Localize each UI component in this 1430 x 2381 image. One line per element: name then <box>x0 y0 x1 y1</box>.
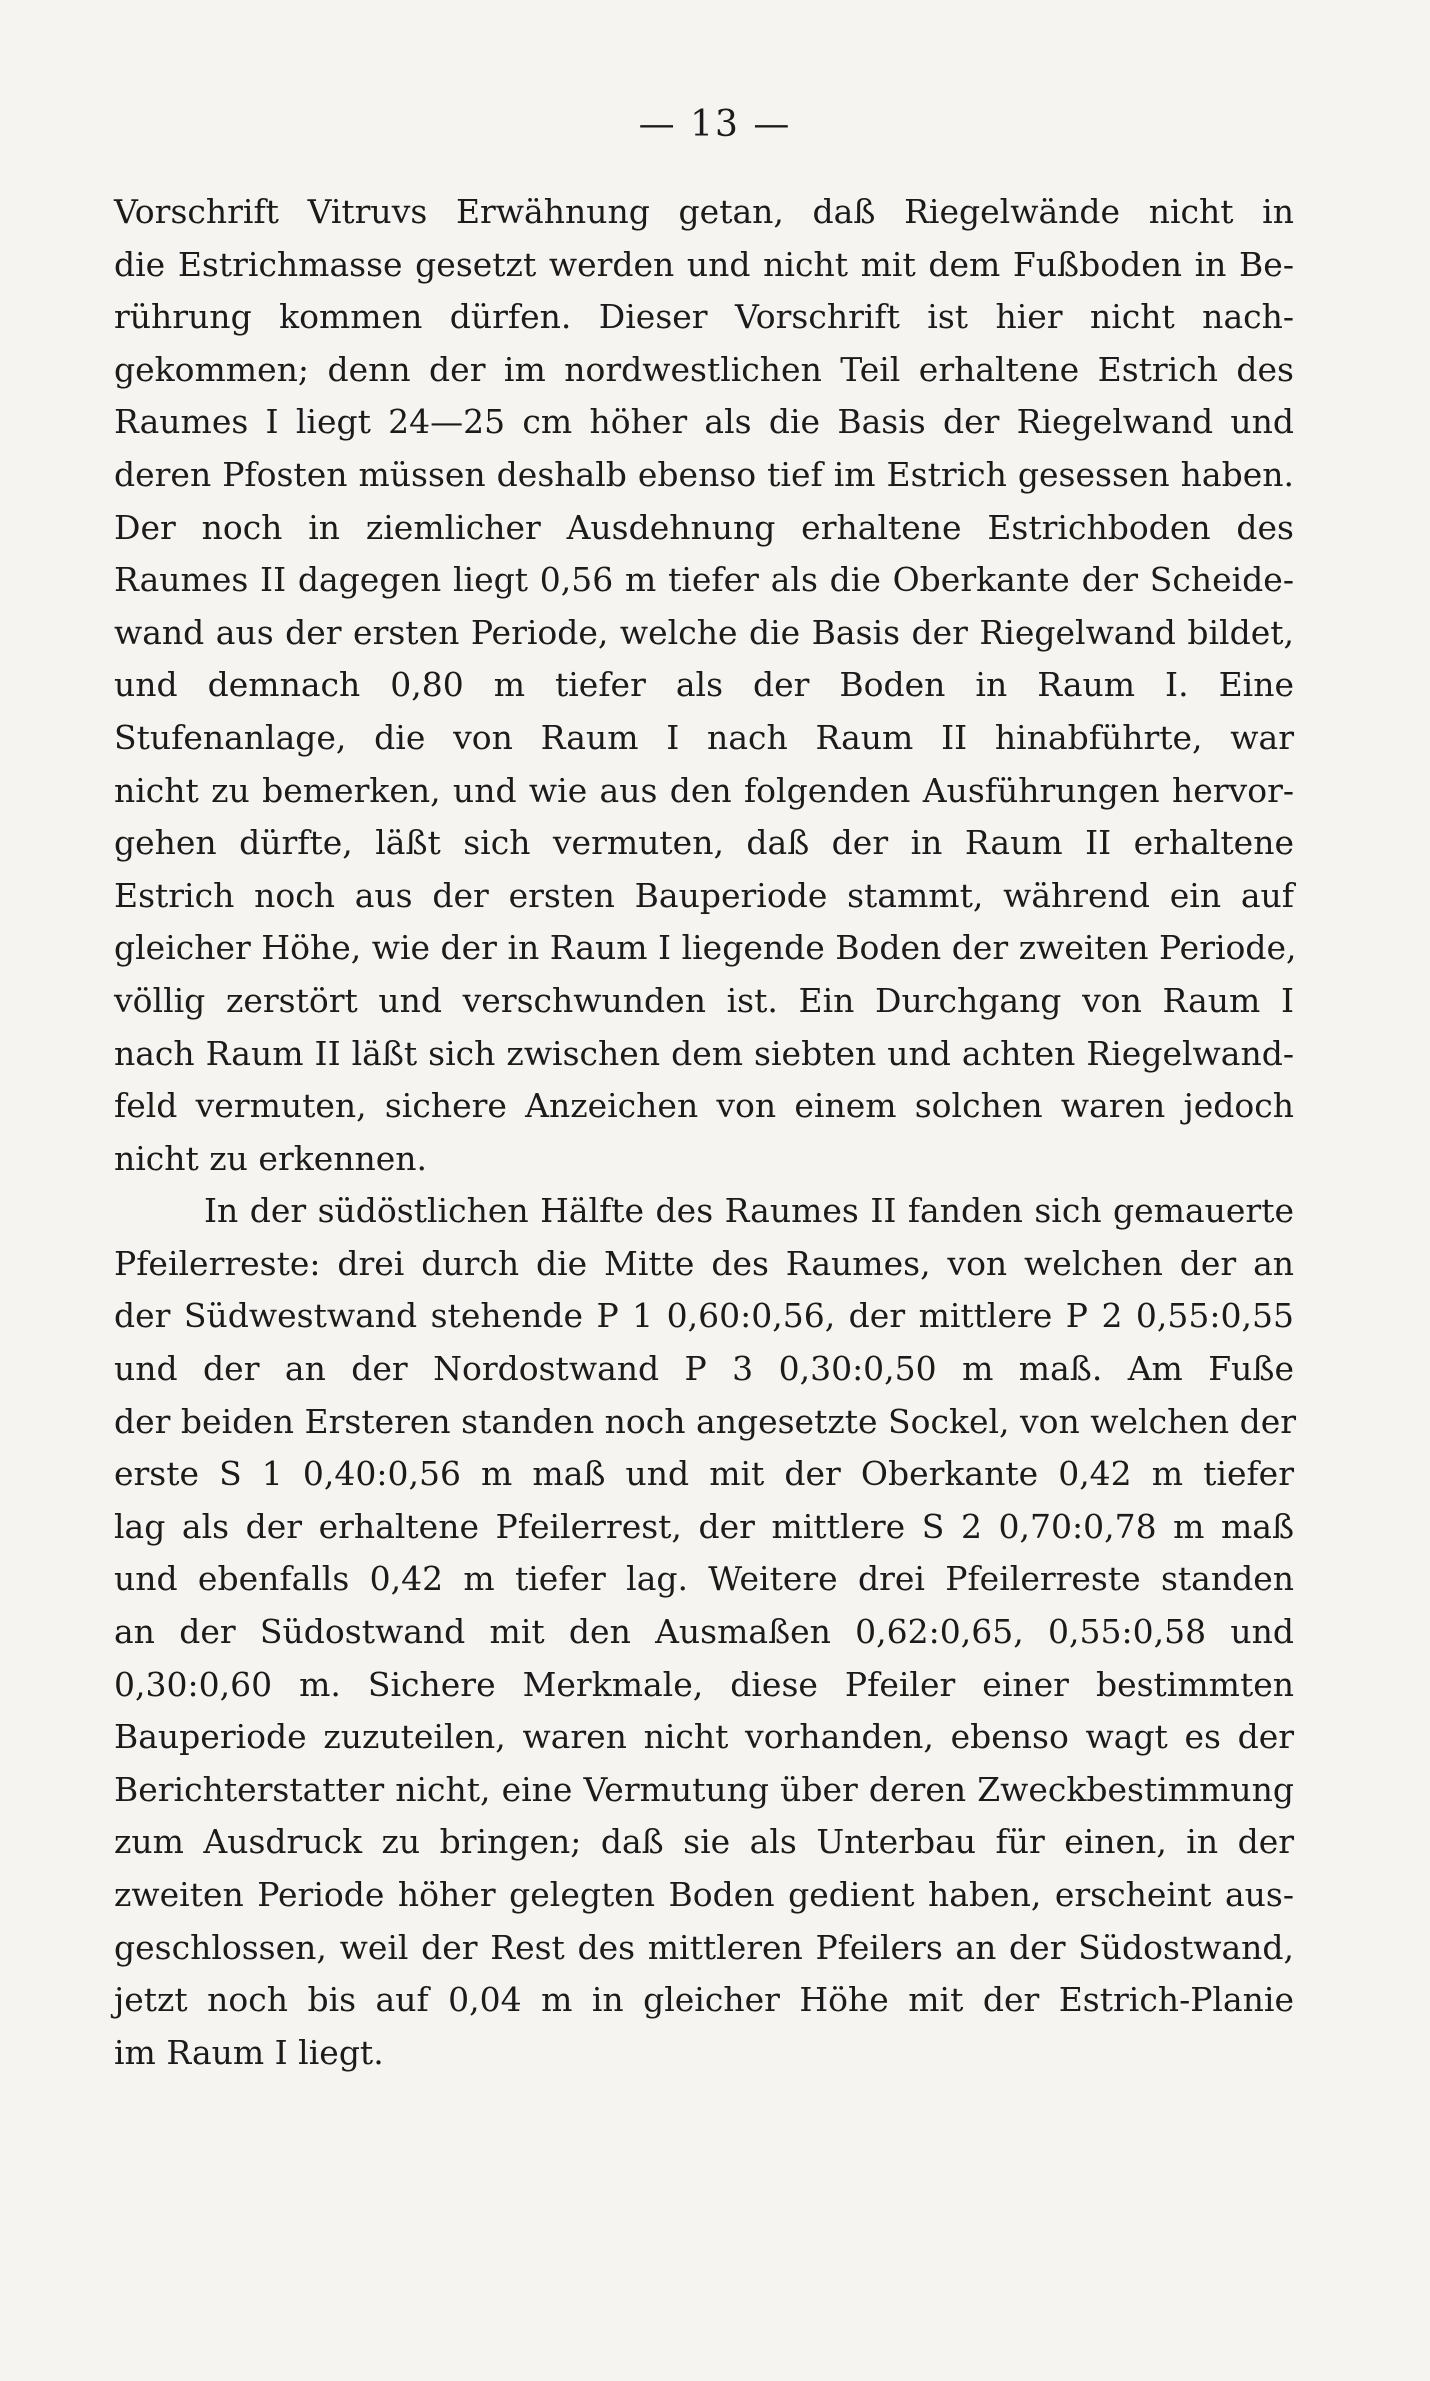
page-number: — 13 — <box>638 104 792 145</box>
text-line: der Südwestwand stehende P 1 0,60:0,56, der mittlere P 2 0,55:0,55 <box>114 1296 1294 1336</box>
text-line: Stufenanlage, die von Raum I nach Raum II hinabführte, war <box>114 717 1294 757</box>
text-line: der beiden Ersteren standen noch angesetzte Sockel, von welchen der <box>114 1401 1297 1441</box>
text-line: die Estrichmasse gesetzt werden und nicht mit dem Fußboden in Be- <box>114 244 1294 284</box>
text-line: Berichterstatter nicht, eine Vermutung über deren Zweckbestimmung <box>114 1769 1294 1809</box>
text-line: zum Ausdruck zu bringen; daß sie als Unterbau für einen, in der <box>114 1822 1294 1862</box>
text-line: und ebenfalls 0,42 m tiefer lag. Weitere drei Pfeilerreste standen <box>114 1559 1294 1599</box>
text-line: zweiten Periode höher gelegten Boden gedient haben, erscheint aus- <box>114 1875 1294 1914</box>
text-line: gekommen; denn der im nordwestlichen Teil erhaltene Estrich des <box>114 349 1294 389</box>
text-line: rührung kommen dürfen. Dieser Vorschrift ist hier nicht nach- <box>114 297 1294 337</box>
text-line: Pfeilerreste: drei durch die Mitte des Raumes, von welchen der an <box>114 1243 1294 1283</box>
text-line: an der Südostwand mit den Ausmaßen 0,62:0,65, 0,55:0,58 und <box>114 1612 1294 1652</box>
text-line: Estrich noch aus der ersten Bauperiode stammt, während ein auf <box>114 875 1294 915</box>
text-line: im Raum I liegt. <box>114 2032 384 2072</box>
text-line: Bauperiode zuzuteilen, waren nicht vorhanden, ebenso wagt es der <box>114 1717 1294 1757</box>
text-line: Der noch in ziemlicher Ausdehnung erhaltene Estrichboden des <box>114 507 1294 547</box>
text-line: lag als der erhaltene Pfeilerrest, der mittlere S 2 0,70:0,78 m maß <box>114 1506 1294 1546</box>
text-line: jetzt noch bis auf 0,04 m in gleicher Höhe mit der Estrich-Planie <box>114 1980 1294 2020</box>
text-line: wand aus der ersten Periode, welche die Basis der Riegelwand bildet, <box>114 612 1294 652</box>
text-line: erste S 1 0,40:0,56 m maß und mit der Oberkante 0,42 m tiefer <box>114 1454 1294 1494</box>
text-line: Vorschrift Vitruvs Erwähnung getan, daß Riegelwände nicht in <box>114 192 1294 231</box>
body-text <box>114 186 1297 2079</box>
text-line: und demnach 0,80 m tiefer als der Boden in Raum I. Eine <box>114 665 1294 705</box>
text-line: In der südöstlichen Hälfte des Raumes II fanden sich gemauerte <box>204 1191 1294 1231</box>
text-line: feld vermuten, sichere Anzeichen von einem solchen waren jedoch <box>114 1086 1294 1126</box>
text-line: gehen dürfte, läßt sich vermuten, daß der in Raum II erhaltene <box>114 823 1294 863</box>
paragraph <box>114 186 1297 1185</box>
text-line: Raumes I liegt 24—25 cm höher als die Basis der Riegelwand und <box>114 402 1294 442</box>
text-line: 0,30:0,60 m. Sichere Merkmale, diese Pfeiler einer bestimmten <box>114 1664 1294 1704</box>
text-line: völlig zerstört und verschwunden ist. Ein Durchgang von Raum I <box>114 980 1294 1020</box>
text-line: gleicher Höhe, wie der in Raum I liegende Boden der zweiten Periode, <box>114 928 1297 968</box>
text-line: Raumes II dagegen liegt 0,56 m tiefer als die Oberkante der Scheide- <box>114 560 1294 600</box>
text-line: nicht zu bemerken, und wie aus den folgenden Ausführungen hervor- <box>114 770 1294 810</box>
text-line: und der an der Nordostwand P 3 0,30:0,50 m maß. Am Fuße <box>114 1349 1294 1389</box>
text-line: geschlossen, weil der Rest des mittleren Pfeilers an der Südostwand, <box>114 1927 1294 1967</box>
text-line: deren Pfosten müssen deshalb ebenso tief im Estrich gesessen haben. <box>114 454 1294 494</box>
text-line: nach Raum II läßt sich zwischen dem siebten und achten Riegelwand- <box>114 1033 1294 1073</box>
text-line: nicht zu erkennen. <box>114 1138 428 1178</box>
paragraph <box>114 1185 1297 2079</box>
